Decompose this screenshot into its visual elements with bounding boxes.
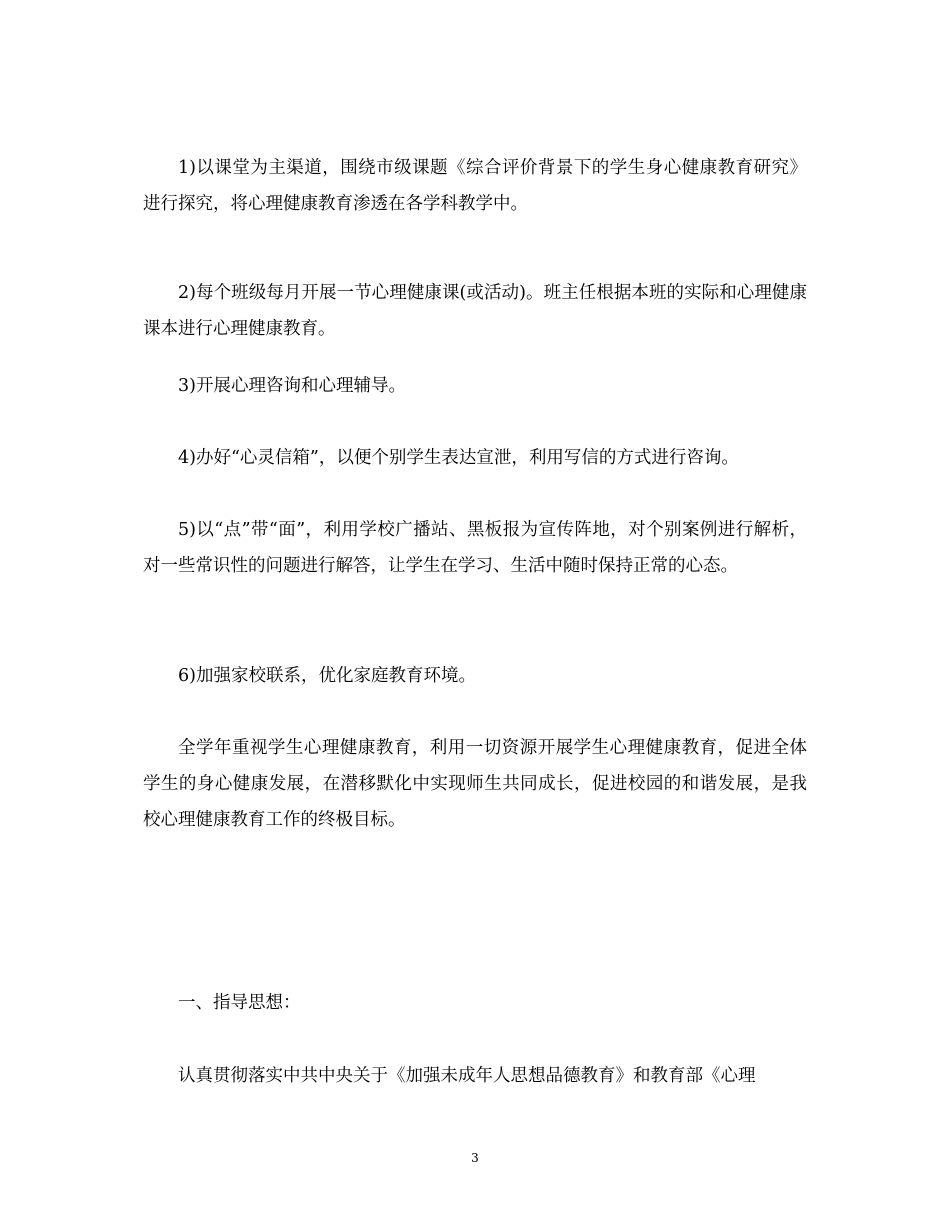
paragraph-item-1: 1)以课堂为主渠道，围绕市级课题《综合评价背景下的学生身心健康教育研究》进行探究，将心理健康教育渗透在各学科教学中。 [143, 158, 807, 214]
section-heading: 一、指导思想： [178, 993, 301, 1013]
paragraph-item-5: 5)以“点”带“面”，利用学校广播站、黑板报为宣传阵地，对个别案例进行解析，对一些常识性的问题进行解答，让学生在学习、生活中随时保持正常的心态。 [143, 520, 807, 576]
paragraph-item-3: 3)开展心理咨询和心理辅导。 [178, 376, 406, 396]
paragraph-item-4: 4)办好“心灵信箱”，以便个别学生表达宣泄，利用写信的方式进行咨询。 [178, 448, 739, 468]
summary-paragraph: 全学年重视学生心理健康教育，利用一切资源开展学生心理健康教育，促进全体学生的身心健康发展，在潜移默化中实现师生共同成长，促进校园的和谐发展，是我校心理健康教育工作的终极目标。 [143, 738, 807, 830]
paragraph-item-2: 2)每个班级每月开展一节心理健康课(或活动)。班主任根据本班的实际和心理健康课本进行心理健康教育。 [143, 283, 807, 339]
paragraph-item-6: 6)加强家校联系，优化家庭教育环境。 [178, 666, 476, 686]
paragraph-guiding-text: 认真贯彻落实中共中央关于《加强未成年人思想品德教育》和教育部《心理 [178, 1066, 756, 1086]
page-number: 3 [471, 1151, 479, 1165]
